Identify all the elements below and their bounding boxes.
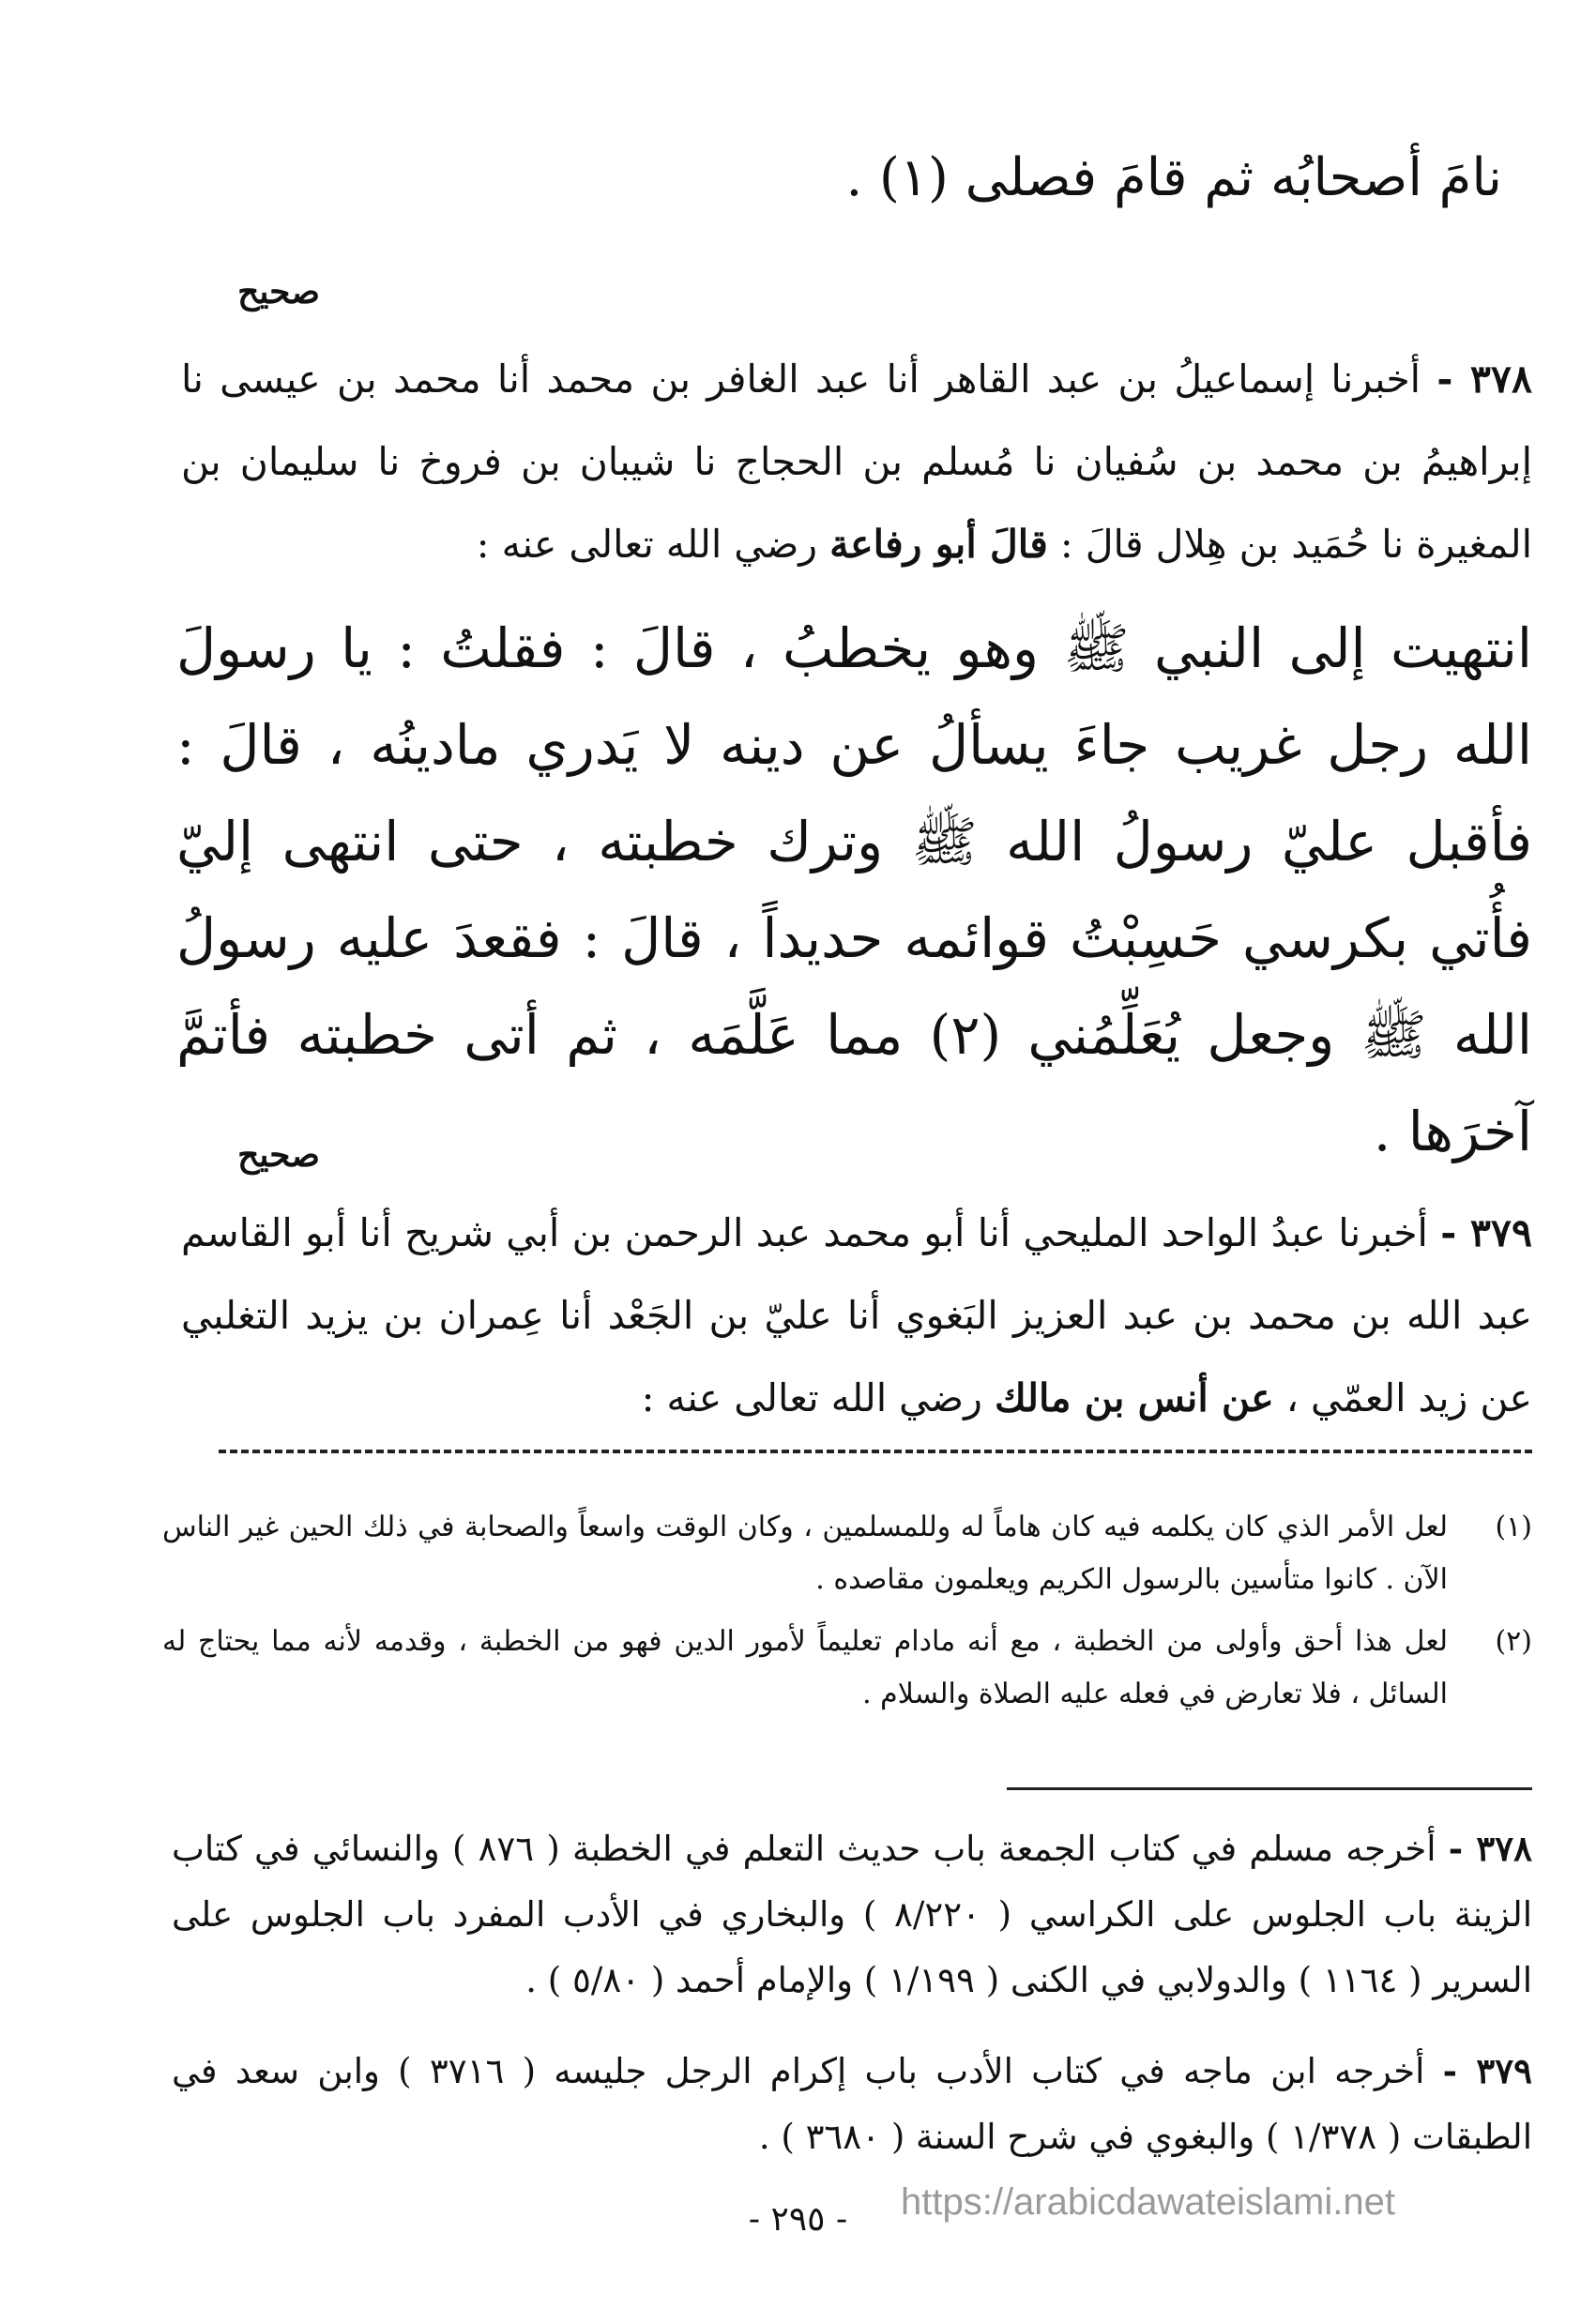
dashed-separator xyxy=(219,1450,1532,1453)
footnote xyxy=(162,1501,1532,1606)
hadith-number: ٣٧٩ - xyxy=(1440,1210,1532,1255)
isnad-text: أخبرنا عبدُ الواحد المليحي أنا أبو محمد عبد الرحمن بن أبي شريح أنا أبو القاسم عبد الله بن محمد بن عبد العزيز البَغوي أنا عليّ بن الجَعْد أنا عِمران بن يزيد التغلبي عن زيد العمّي ، xyxy=(181,1210,1532,1420)
isnad-tail: رضي الله تعالى عنه : xyxy=(641,1375,982,1420)
watermark-url: https://arabicdawateislami.net xyxy=(901,2181,1395,2223)
takhrij-number: ٣٧٩ - xyxy=(1442,2050,1533,2091)
takhrij-number: ٣٧٨ - xyxy=(1448,1828,1533,1869)
solid-separator xyxy=(1007,1787,1532,1790)
footnote-text: لعل هذا أحق وأولى من الخطبة ، مع أنه مادام تعليماً لأمور الدين فهو من الخطبة ، وقدمه لأنه مما يحتاج له السائل ، فلا تعارض في فعله عليه الصلاة والسلام . xyxy=(162,1625,1448,1710)
footnote-text: لعل الأمر الذي كان يكلمه فيه كان هاماً له وللمسلمين ، وكان الوقت واسعاً والصحابة في ذلك الحين غير الناس الآن . كانوا متأسين بالرسول الكريم ويعلمون مقاصده . xyxy=(162,1511,1448,1596)
hadith-378-isnad xyxy=(181,338,1532,585)
grade-label: صحيح xyxy=(237,272,320,311)
takhrij-entry xyxy=(172,2038,1532,2170)
footnote-number: (٢) xyxy=(1495,1625,1532,1658)
takhrij-text: أخرجه مسلم في كتاب الجمعة باب حديث التعلم في الخطبة ( ٨٧٦ ) والنسائي في كتاب الزينة باب الجلوس على الكراسي ( ٨/٢٢٠ ) والبخاري في الأدب المفرد باب الجلوس على السرير ( ١١٦٤ ) والدولابي في الكنى ( ١/١٩٩ ) والإمام أحمد ( ٥/٨٠ ) . xyxy=(172,1829,1532,2000)
footnotes xyxy=(162,1501,1532,1730)
takhrij-section xyxy=(172,1815,1532,2195)
opening-line: نامَ أصحابُه ثم قامَ فصلى (١) . xyxy=(845,147,1502,208)
hadith-378-matn: انتهيت إلى النبي ﷺ وهو يخطبُ ، قالَ : فقلتُ : يا رسولَ الله رجل غريب جاءَ يسألُ عن دينه لا يَدري مادينُه ، قالَ : فأقبل عليّ رسولُ الله ﷺ وترك خطبته ، حتى انتهى إليّ فأُتي بكرسي حَسِبْتُ قوائمه حديداً ، قالَ : فقعدَ عليه رسولُ الله ﷺ وجعل يُعَلِّمُني (٢) مما عَلَّمَه ، ثم أتى خطبته فأتمَّ آخرَها . xyxy=(176,616,1532,1163)
page-number: - ٢٩٥ - xyxy=(748,2200,848,2239)
isnad-text: أخبرنا إسماعيلُ بن عبد القاهر أنا عبد الغافر بن محمد أنا محمد بن عيسى نا إبراهيمُ بن محمد بن سُفيان نا مُسلم بن الحجاج نا شيبان بن فروخ نا سليمان بن المغيرة نا حُمَيد بن هِلال قالَ : xyxy=(181,357,1532,567)
grade-label: صحيح xyxy=(237,1135,320,1175)
takhrij-text: أخرجه ابن ماجه في كتاب الأدب باب إكرام الرجل جليسه ( ٣٧١٦ ) وابن سعد في الطبقات ( ١/٣٧٨ ) والبغوي في شرح السنة ( ٣٦٨٠ ) . xyxy=(172,2051,1532,2157)
hadith-379-isnad xyxy=(181,1192,1532,1439)
narrator-name: قالَ أبو رفاعة xyxy=(829,522,1048,567)
narrator-name: عن أنس بن مالك xyxy=(994,1375,1274,1420)
footnote xyxy=(162,1616,1532,1721)
hadith-number: ٣٧٨ - xyxy=(1436,357,1532,402)
takhrij-entry xyxy=(172,1815,1532,2013)
footnote-number: (١) xyxy=(1495,1511,1532,1543)
isnad-tail: رضي الله تعالى عنه : xyxy=(476,522,818,567)
